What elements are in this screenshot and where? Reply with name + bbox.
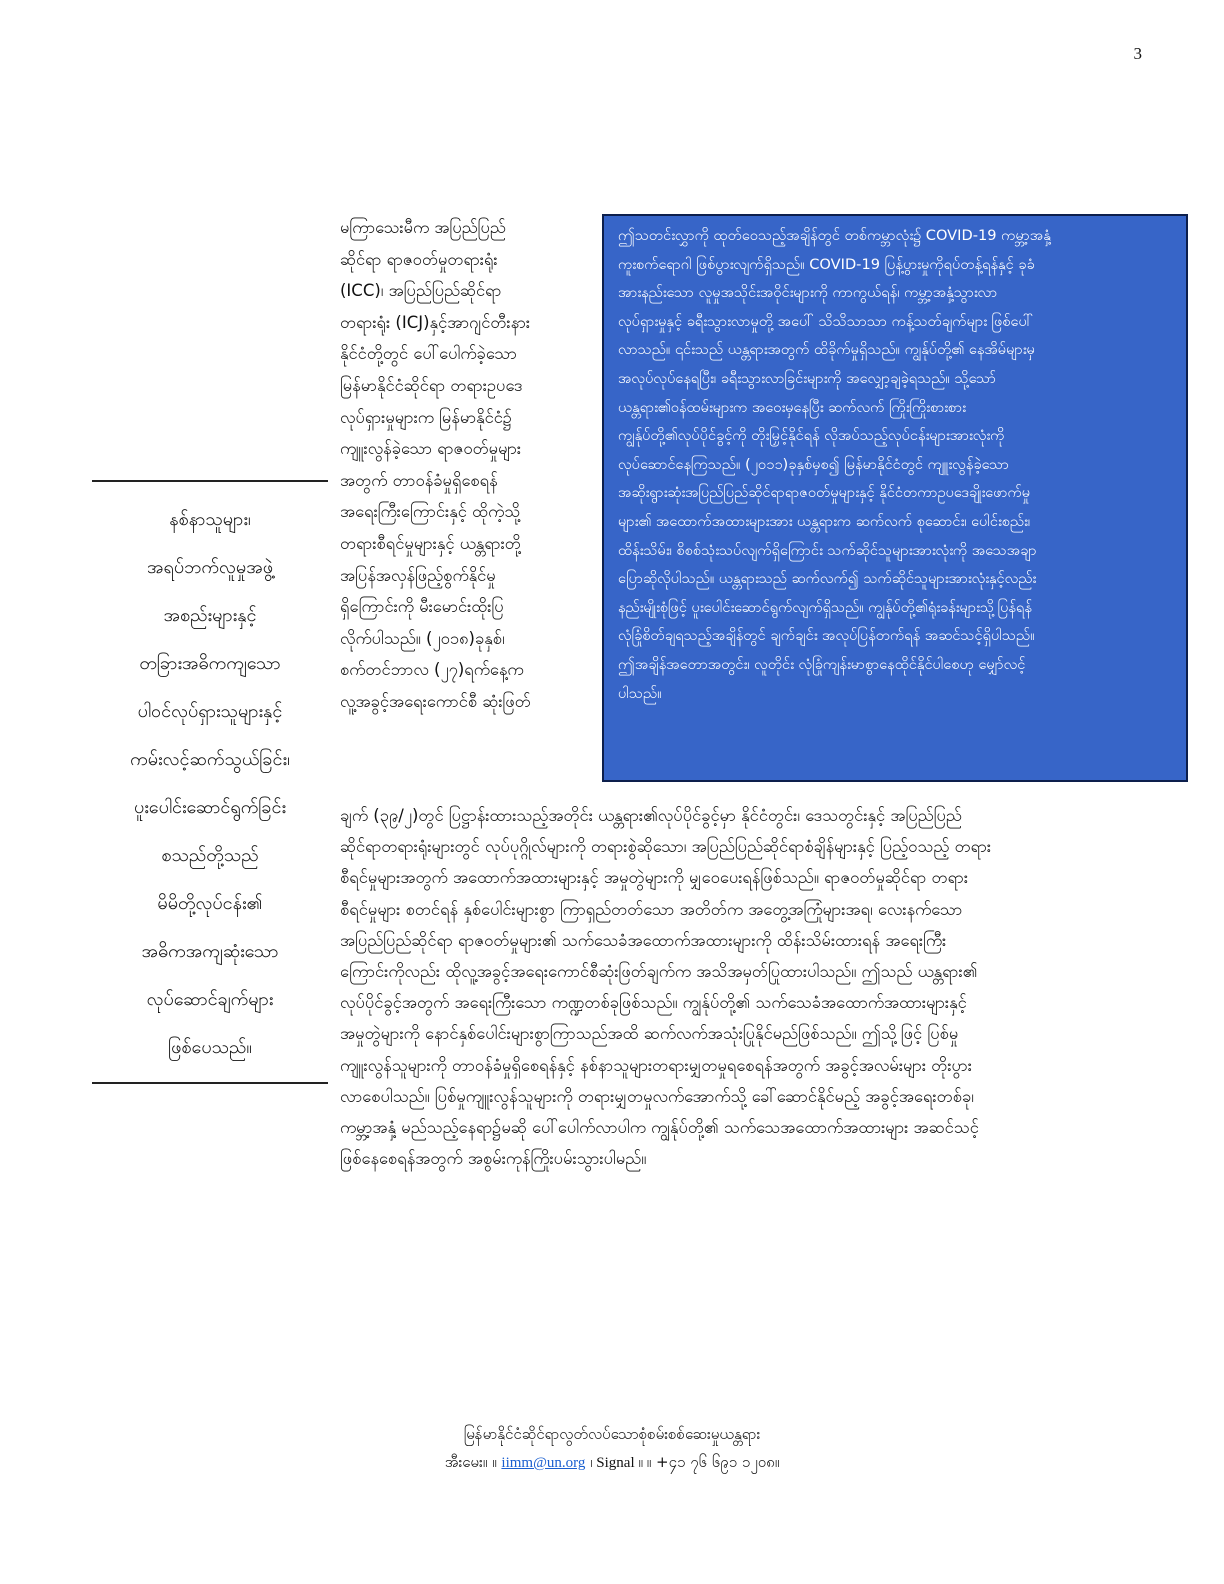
body-line: လိုက်ပါသည်။ (၂၀၁၈)ခုနှစ်၊: [340, 628, 505, 648]
callout-line: ယန္တရား၏ဝန်ထမ်းများက အဝေးမှနေပြီး ဆက်လက် ကြိုးကြိုးစားစား: [618, 398, 966, 416]
pull-quote-line: နစ်နာသူများ၊: [169, 509, 251, 530]
page-footer: [0, 1420, 1224, 1477]
pull-quote-line: တခြားအဓိကကျသော: [139, 653, 281, 674]
callout-line: ဤသတင်းလွှာကို ထုတ်ဝေသည့်အချိန်တွင် တစ်ကမ္ဘာလုံး၌ COVID-19 ကမ္ဘာ့အနှံ့: [618, 227, 1051, 244]
body-line: တရားစီရင်မှုများနှင့် ယန္တရားတို့: [340, 533, 521, 553]
body-line: ရှိကြောင်းကို မီးမောင်းထိုးပြ: [340, 597, 504, 617]
callout-line: များ၏ အထောက်အထားများအား ယန္တရားက ဆက်လက် စုဆောင်း၊ ပေါင်းစည်း၊: [618, 512, 1031, 530]
pull-quote-line: လုပ်ဆောင်ချက်များ: [146, 989, 274, 1010]
body-line: ချက် (၃၉/၂)တွင် ပြဋ္ဌာန်းထားသည့်အတိုင်း ယန္တရား၏လုပ်ပိုင်ခွင့်မှာ နိုင်ငံတွင်း၊ ဒေသတွင်းနှင့် အပြည်ပြည်: [340, 806, 962, 825]
callout-line: နည်းမျိုးစုံဖြင့် ပူးပေါင်းဆောင်ရွက်လျက်ရှိသည်။ ကျွန်ုပ်တို့၏ရုံးခန်းများသို့ပြန်ရန်: [618, 598, 1032, 616]
pull-quote-line: အဓိကအကျဆုံးသော: [141, 941, 279, 962]
callout-line: ဤအချိန်အတောအတွင်း၊ လူတိုင်း လုံခြုံကျန်းမာစွာနေထိုင်နိုင်ပါစေဟု မျှော်လင့်: [618, 655, 1026, 673]
body-line: ကမ္ဘာ့အနှံ့ မည်သည့်နေရာ၌မဆို ပေါ်ပေါက်လာပါက ကျွန်ုပ်တို့၏ သက်သေအထောက်အထားများ အဆင်သင့်: [340, 1118, 979, 1138]
body-line: ဆိုင်ရာ ရာဇဝတ်မှုတရားရုံး: [340, 249, 498, 269]
full-width-paragraph: [340, 800, 1192, 1174]
body-line: စီရင်မှုများအတွက် အထောက်အထားများနှင့် အမှုတွဲများကို မျှဝေပေးရန်ဖြစ်သည်။ ရာဇဝတ်မှုဆိုင်ရာ တရား: [340, 868, 969, 888]
pull-quote-line: ဖြစ်ပေသည်။: [168, 1037, 252, 1058]
covid-notice-callout: [602, 214, 1188, 782]
footer-org-name: မြန်မာနိုင်ငံဆိုင်ရာလွတ်လပ်သောစုံစမ်းစစ်ဆေးမှုယန္တရား: [463, 1425, 761, 1443]
pull-quote-line: မိမိတို့လုပ်ငန်း၏: [157, 893, 263, 914]
body-line: အတွက် တာဝန်ခံမှုရှိစေရန်: [340, 470, 498, 490]
callout-line: ပါသည်။: [618, 684, 662, 702]
callout-line: အလုပ်လုပ်နေရပြီး၊ ခရီးသွားလာခြင်းများကို အလျှော့ချခဲ့ရသည်။ သို့သော်: [618, 369, 997, 387]
sidebar-bottom-rule: [92, 1082, 328, 1084]
pull-quote-line: ကမ်းလင့်ဆက်သွယ်ခြင်း၊: [130, 749, 290, 770]
body-line: ကျူးလွန်ခဲ့သော ရာဇဝတ်မှုများ: [340, 439, 522, 459]
callout-line: လုံခြုံစိတ်ချရသည့်အချိန်တွင် ချက်ချင်း အလုပ်ပြန်တက်ရန် အဆင်သင့်ရှိပါသည်။: [618, 627, 1035, 645]
body-line: လူ့အခွင့်အရေးကောင်စီ ဆုံးဖြတ်: [340, 691, 531, 711]
body-line: မကြာသေးမီက အပြည်ပြည်: [340, 218, 506, 237]
body-line: မြန်မာနိုင်ငံဆိုင်ရာ တရားဥပဒေ: [340, 375, 523, 395]
body-line: လုပ်ရှားမှုများက မြန်မာနိုင်ငံ၌: [340, 407, 513, 427]
body-line: ကျူးလွန်သူများကို တာဝန်ခံမှုရှိစေရန်နှင့် နစ်နာသူများတရားမျှတမှုရစေရန်အတွက် အခွင့်အလမ်းများ တိုးပွား: [340, 1055, 972, 1075]
signal-label: ၊ Signal ။ ။: [590, 1455, 652, 1471]
body-line: အပြည်ပြည်ဆိုင်ရာ ရာဇဝတ်မှုများ၏ သက်သေခံအထောက်အထားများကို ထိန်းသိမ်းထားရန် အရေးကြီး: [340, 930, 947, 950]
pull-quote-line: ပါဝင်လုပ်ရှားသူများနှင့်: [137, 701, 283, 722]
pull-quote-sidebar: [92, 480, 328, 1084]
body-line: ကြောင်းကိုလည်း ထိုလူ့အခွင့်အရေးကောင်စီဆုံးဖြတ်ချက်က အသိအမှတ်ပြုထားပါသည်။ ဤသည် ယန္တရား၏: [340, 962, 978, 982]
page-number: 3: [1133, 44, 1142, 63]
callout-line: လာသည်။ ၎င်းသည် ယန္တရားအတွက် ထိခိုက်မှုရှိသည်။ ကျွန်ုပ်တို့၏ နေအိမ်များမှ: [618, 341, 1035, 359]
phone-number: +၄၁ ၇၆ ၆၉၁ ၁၂၀၈။: [656, 1453, 780, 1471]
callout-line: ပြောဆိုလိုပါသည်။ ယန္တရားသည် ဆက်လက်၍ သက်ဆိုင်သူများအားလုံးနှင့်လည်း: [618, 570, 1037, 588]
body-line: နိုင်ငံတို့တွင် ပေါ်ပေါက်ခဲ့သော: [340, 344, 517, 364]
narrow-text-column: [340, 212, 598, 718]
body-line: ဖြစ်နေစေရန်အတွက် အစွမ်းကုန်ကြိုးပမ်းသွားပါမည်။: [340, 1149, 647, 1169]
footer-contact-line: [0, 1448, 1224, 1477]
body-line: (ICC)၊ အပြည်ပြည်ဆိုင်ရာ: [340, 281, 502, 301]
pull-quote-line: ပူးပေါင်းဆောင်ရွက်ခြင်း: [133, 797, 287, 818]
pull-quote-line: စသည်တို့သည်: [161, 845, 259, 866]
pull-quote-line: အရပ်ဘက်လူမှုအဖွဲ့: [146, 557, 274, 578]
callout-line: အဆိုးရွားဆုံးအပြည်ပြည်ဆိုင်ရာရာဇဝတ်မှုများနှင့် နိုင်ငံတကာဥပဒေချိုးဖောက်မှု: [618, 484, 1031, 502]
callout-line: ကျွန်ုပ်တို့၏လုပ်ပိုင်ခွင့်ကို တိုးမြှင့်နိုင်ရန် လိုအပ်သည့်လုပ်ငန်းများအားလုံးကို: [618, 427, 1005, 445]
email-link[interactable]: iimm@un.org: [501, 1455, 586, 1471]
callout-line: လုပ်ဆောင်နေကြသည်။ (၂၀၁၁)ခုနှစ်မှစ၍ မြန်မာနိုင်ငံတွင် ကျူးလွန်ခဲ့သော: [618, 455, 1010, 473]
body-line: အမှုတွဲများကို နောင်နှစ်ပေါင်းများစွာကြာသည်အထိ ဆက်လက်အသုံးပြုနိုင်မည်ဖြစ်သည်။ ဤသို့ဖြင့် ပြစ်မှု: [340, 1024, 959, 1044]
body-line: တရားရုံး (ICJ)နှင့်အာဂျင်တီးနား: [340, 312, 531, 332]
pull-quote-text: [92, 482, 328, 1082]
callout-line: အားနည်းသော လူမှုအသိုင်းအဝိုင်းများကို ကာကွယ်ရန်၊ ကမ္ဘာ့အနှံ့သွားလာ: [618, 284, 998, 302]
body-line: လာစေပါသည်။ ပြစ်မှုကျူးလွန်သူများကို တရားမျှတမှုလက်အောက်သို့ ခေါ်ဆောင်နိုင်မည့် အခွင့်အရေးတစ်ခု၊: [340, 1086, 974, 1106]
callout-line: ထိန်းသိမ်း၊ စိစစ်သုံးသပ်လျက်ရှိကြောင်း သက်ဆိုင်သူများအားလုံးကို အသေအချာ: [618, 541, 1037, 559]
pull-quote-line: အစည်းများနှင့်: [163, 605, 257, 626]
body-line: လုပ်ပိုင်ခွင့်အတွက် အရေးကြီးသော ကဏ္ဍတစ်ခုဖြစ်သည်။ ကျွန်ုပ်တို့၏ သက်သေခံအထောက်အထားများနှင့်: [340, 993, 967, 1013]
body-line: စီရင်မှုများ စတင်ရန် နှစ်ပေါင်းများစွာ ကြာရှည်တတ်သော အတိတ်က အတွေ့အကြုံများအရ၊ လေးနက်သော: [340, 899, 963, 919]
body-line: အပြန်အလှန်ဖြည့်စွက်နိုင်မှု: [340, 565, 496, 585]
body-line: စက်တင်ဘာလ (၂၇)ရက်နေ့က: [340, 660, 524, 680]
callout-line: ကူးစက်ရောဂါ ဖြစ်ပွားလျက်ရှိသည်။ COVID-19 ပြန့်ပွားမှုကိုရပ်တန့်ရန်နှင့် ခုခံ: [618, 255, 1035, 273]
body-line: ဆိုင်ရာတရားရုံးများတွင် လုပ်ပုဂ္ဂိုလ်များကို တရားစွဲဆိုသော၊ အပြည်ပြည်ဆိုင်ရာစံချိန်များနှင့် ပြည့်ဝသည့် တရား: [340, 837, 992, 857]
body-line: အရေးကြီးကြောင်းနှင့် ထိုကဲ့သို့: [340, 502, 521, 522]
email-label: အီးမေး။ ။: [444, 1453, 497, 1471]
callout-line: လုပ်ရှားမှုနှင့် ခရီးသွားလာမှုတို့ အပေါ် သိသိသာသာ ကန့်သတ်ချက်များ ဖြစ်ပေါ်: [618, 312, 1034, 330]
